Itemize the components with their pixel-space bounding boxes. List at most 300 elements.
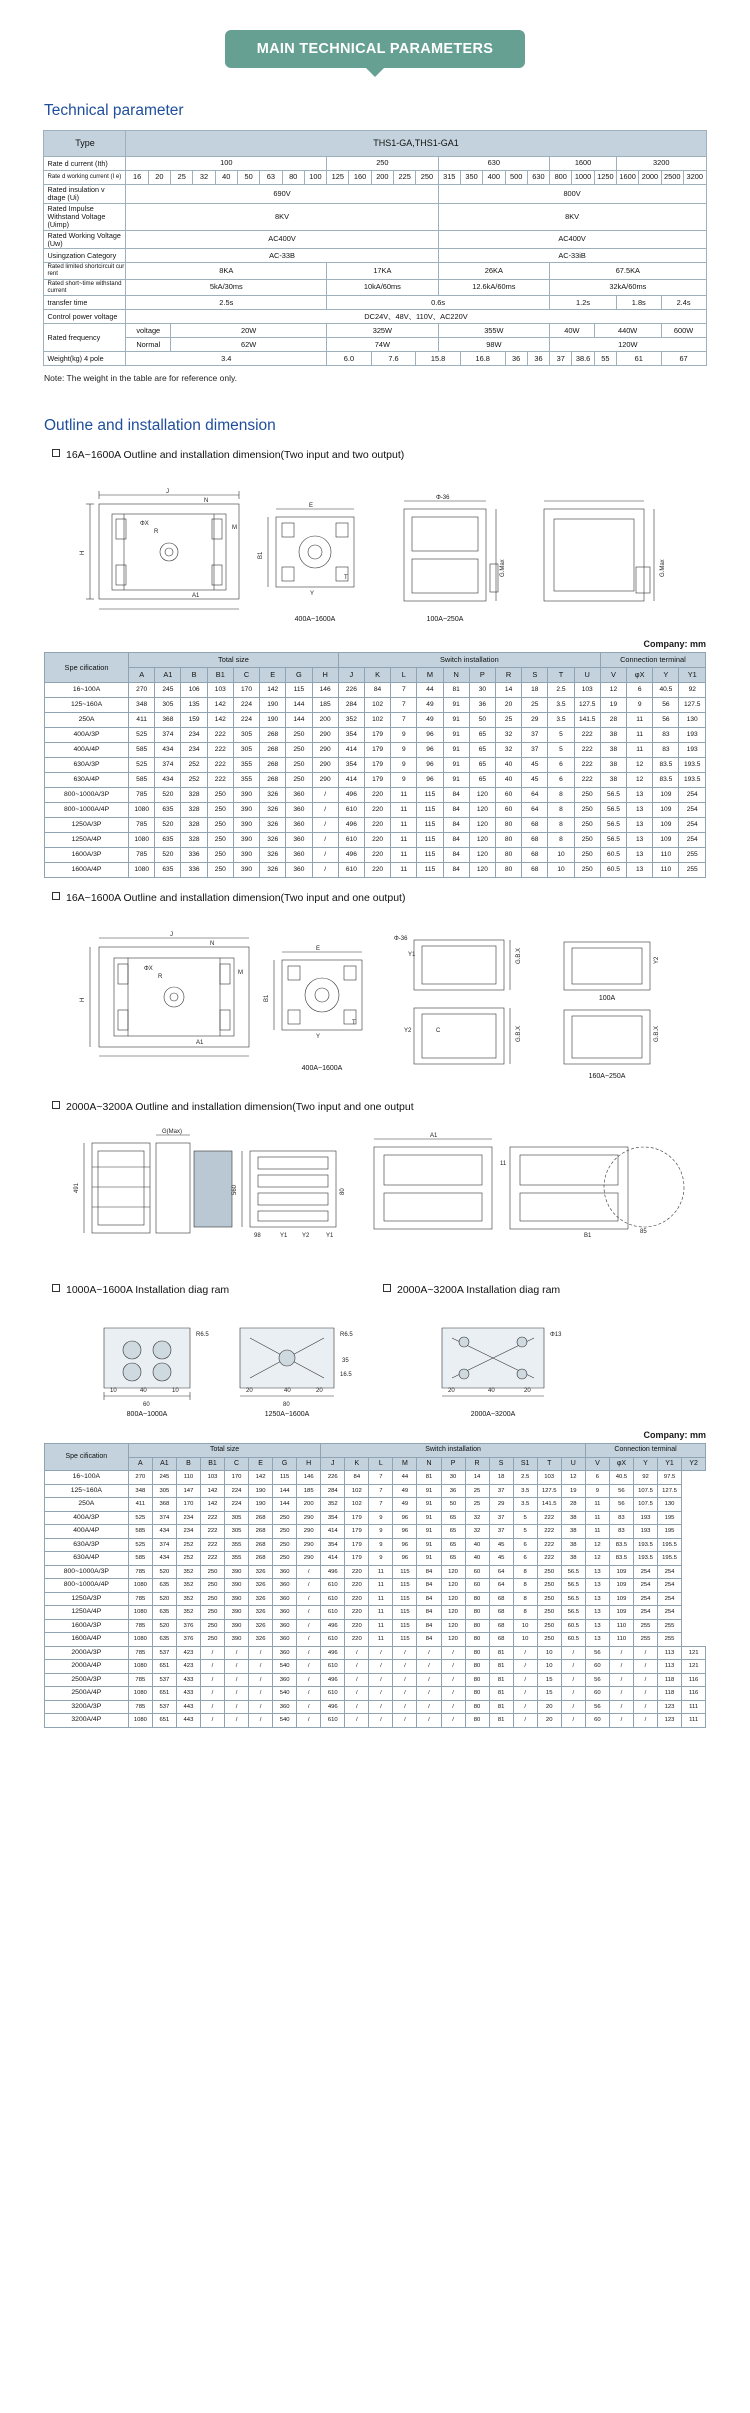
- table-cell: 414: [338, 743, 364, 758]
- table-cell: 354: [321, 1511, 345, 1525]
- table-cell: 785: [128, 1646, 152, 1660]
- table-cell: 8: [513, 1606, 537, 1620]
- table-cell: 610: [338, 833, 364, 848]
- table-cell: 115: [417, 818, 443, 833]
- table-cell: 8: [513, 1565, 537, 1579]
- table-cell: 368: [155, 713, 181, 728]
- table-cell: 56.5: [561, 1592, 585, 1606]
- table-cell: 220: [364, 863, 390, 878]
- table-cell: 144: [286, 698, 312, 713]
- row-label: Rated frequency: [44, 324, 126, 352]
- svg-text:10: 10: [110, 1388, 117, 1395]
- table-cell: 36: [527, 352, 549, 366]
- table-cell: 374: [152, 1511, 176, 1525]
- table-cell: 585: [129, 743, 155, 758]
- table-cell: 1000: [572, 171, 594, 185]
- table-cell: 222: [207, 743, 233, 758]
- table-cell: 390: [225, 1633, 249, 1647]
- table-cell: 5kA/30ms: [126, 279, 327, 295]
- column-header: V: [600, 668, 626, 683]
- table-cell: 520: [152, 1619, 176, 1633]
- table-cell: 390: [225, 1579, 249, 1593]
- table-row: [45, 743, 706, 758]
- table-cell: 326: [249, 1633, 273, 1647]
- column-header: E: [260, 668, 286, 683]
- table-cell: 255: [633, 1633, 657, 1647]
- table-cell: 255: [679, 863, 706, 878]
- table-cell: 284: [321, 1484, 345, 1498]
- table-cell: /: [633, 1714, 657, 1728]
- row-label: Rated Impulse Withstand Voltage (Uimp): [44, 203, 126, 230]
- table-cell: 11: [369, 1565, 393, 1579]
- table-cell: 159: [181, 713, 207, 728]
- table-cell: 50: [441, 1498, 465, 1512]
- table-row: [44, 230, 706, 249]
- row-label: Weight(kg) 4 pole: [44, 352, 126, 366]
- table-cell: /: [345, 1660, 369, 1674]
- spec-cell: 630A/4P: [45, 773, 129, 788]
- table-cell: 109: [653, 818, 679, 833]
- table-cell: 254: [679, 788, 706, 803]
- table-cell: 226: [321, 1471, 345, 1485]
- table-cell: 115: [417, 788, 443, 803]
- table-cell: 120: [441, 1565, 465, 1579]
- table-cell: 56: [653, 698, 679, 713]
- table-cell: 20: [148, 171, 170, 185]
- table-row: [45, 773, 706, 788]
- spec-cell: 800~1000A/3P: [44, 1565, 128, 1579]
- spec-cell: 400A/3P: [44, 1511, 128, 1525]
- table-cell: 56: [609, 1484, 633, 1498]
- spec-cell: 16~100A: [44, 1471, 128, 1485]
- table-cell: 91: [417, 1525, 441, 1539]
- table-cell: 9: [369, 1525, 393, 1539]
- table-cell: 25: [495, 713, 521, 728]
- column-header: J: [338, 668, 364, 683]
- table-cell: 40: [495, 758, 521, 773]
- table-cell: 11: [369, 1633, 393, 1647]
- table-cell: 434: [152, 1525, 176, 1539]
- table-cell: 651: [152, 1687, 176, 1701]
- table-cell: 80: [465, 1660, 489, 1674]
- row-label: Usingzation Category: [44, 249, 126, 263]
- table-cell: 37: [522, 743, 548, 758]
- table-cell: 64: [522, 788, 548, 803]
- table-cell: 109: [609, 1565, 633, 1579]
- table-cell: 110: [609, 1633, 633, 1647]
- table-cell: 254: [679, 833, 706, 848]
- table-cell: 525: [129, 728, 155, 743]
- svg-text:T: T: [352, 1020, 356, 1027]
- table-cell: 690V: [126, 185, 438, 204]
- table-cell: 115: [393, 1619, 417, 1633]
- table-cell: 11: [391, 863, 417, 878]
- table-cell: 19: [600, 698, 626, 713]
- table-cell: 352: [321, 1498, 345, 1512]
- table-cell: 360: [273, 1565, 297, 1579]
- table-cell: 80: [465, 1606, 489, 1620]
- table-cell: /: [249, 1673, 273, 1687]
- table-cell: 68: [489, 1606, 513, 1620]
- table-cell: 135: [181, 698, 207, 713]
- table-cell: 540: [273, 1714, 297, 1728]
- th-connection-terminal: Connection terminal: [585, 1444, 705, 1458]
- table-cell: 18: [489, 1471, 513, 1485]
- table-cell: 25: [465, 1498, 489, 1512]
- svg-text:A1: A1: [192, 593, 200, 600]
- table-cell: 110: [609, 1619, 633, 1633]
- table-cell: /: [417, 1660, 441, 1674]
- table-cell: 250: [574, 863, 600, 878]
- table-cell: /: [200, 1660, 224, 1674]
- table-cell: /: [345, 1687, 369, 1701]
- table-cell: 142: [207, 713, 233, 728]
- table-cell: 610: [338, 863, 364, 878]
- drawing-2000-3200: [44, 1121, 706, 1256]
- main-banner: MAIN TECHNICAL PARAMETERS: [225, 30, 526, 68]
- column-header: B1: [207, 668, 233, 683]
- table-cell: 80: [495, 818, 521, 833]
- table-cell: 25: [522, 698, 548, 713]
- table-cell: 7: [391, 713, 417, 728]
- column-header: T: [537, 1457, 561, 1471]
- table-cell: /: [633, 1660, 657, 1674]
- table-cell: 115: [417, 863, 443, 878]
- table-cell: 120: [469, 803, 495, 818]
- table-cell: 6: [548, 773, 574, 788]
- table-cell: 635: [152, 1606, 176, 1620]
- table-cell: 305: [152, 1484, 176, 1498]
- table-cell: 222: [574, 773, 600, 788]
- table-cell: 360: [286, 848, 312, 863]
- column-header: φX: [609, 1457, 633, 1471]
- table-cell: 179: [345, 1511, 369, 1525]
- table-cell: 116: [682, 1673, 706, 1687]
- table-cell: /: [417, 1673, 441, 1687]
- table-cell: 610: [321, 1633, 345, 1647]
- svg-text:Y1: Y1: [326, 1233, 334, 1240]
- table-cell: 305: [233, 743, 259, 758]
- table-cell: 115: [393, 1633, 417, 1647]
- table-cell: 250: [327, 157, 438, 171]
- table-cell: 250: [273, 1538, 297, 1552]
- table-cell: 120: [469, 788, 495, 803]
- table-cell: 350: [460, 171, 482, 185]
- table-cell: 374: [155, 758, 181, 773]
- table-cell: 352: [176, 1606, 200, 1620]
- svg-text:Φ13: Φ13: [550, 1332, 562, 1339]
- svg-text:Y: Y: [316, 1034, 321, 1041]
- spec-cell: 3200A/4P: [44, 1714, 128, 1728]
- column-header: R: [465, 1457, 489, 1471]
- table-cell: 630: [527, 171, 549, 185]
- table-cell: 10: [513, 1633, 537, 1647]
- table-cell: 220: [364, 833, 390, 848]
- table-cell: 38: [600, 758, 626, 773]
- table-cell: 11: [585, 1525, 609, 1539]
- table-cell: /: [441, 1714, 465, 1728]
- table-cell: /: [393, 1700, 417, 1714]
- table-cell: 60.5: [600, 863, 626, 878]
- table-cell: 103: [574, 683, 600, 698]
- table-cell: 38: [561, 1511, 585, 1525]
- table-cell: 56.5: [561, 1579, 585, 1593]
- table-cell: 37: [550, 352, 572, 366]
- table-cell: 220: [345, 1592, 369, 1606]
- table-cell: 610: [321, 1660, 345, 1674]
- table-row: [44, 171, 706, 185]
- table-cell: 290: [297, 1525, 321, 1539]
- page-title-technical: Technical parameter: [44, 102, 184, 119]
- table-cell: 9: [369, 1538, 393, 1552]
- table-cell: 9: [391, 728, 417, 743]
- table-cell: 8: [548, 833, 574, 848]
- table-cell: 1080: [128, 1606, 152, 1620]
- table-row: [45, 833, 706, 848]
- svg-text:Φ-36: Φ-36: [394, 936, 408, 943]
- table-cell: 252: [181, 773, 207, 788]
- table-cell: 56: [653, 713, 679, 728]
- caption-100a: 100A: [598, 995, 616, 1003]
- table-cell: /: [561, 1687, 585, 1701]
- table-cell: 14: [465, 1471, 489, 1485]
- table-cell: 40: [495, 773, 521, 788]
- svg-text:11: 11: [500, 1161, 507, 1168]
- table-cell: 268: [249, 1511, 273, 1525]
- subhead-two-in-one-out: 16A~1600A Outline and installation dimension(Two input and one output): [52, 892, 750, 904]
- table-cell: 12: [600, 683, 626, 698]
- table-cell: 50: [469, 713, 495, 728]
- table-cell: 250: [537, 1619, 561, 1633]
- table-cell: 65: [441, 1538, 465, 1552]
- table-cell: 83.5: [609, 1538, 633, 1552]
- spec-cell: 1250A/3P: [44, 1592, 128, 1606]
- table-cell: 326: [260, 863, 286, 878]
- table-cell: 3200: [683, 171, 706, 185]
- th-specification: Spe cification: [45, 653, 129, 683]
- table-cell: 355: [225, 1538, 249, 1552]
- table-cell: 29: [522, 713, 548, 728]
- table-cell: 127.5: [679, 698, 706, 713]
- table-cell: 80: [495, 848, 521, 863]
- column-header: A: [128, 1457, 152, 1471]
- spec-cell: 125~160A: [45, 698, 129, 713]
- table-cell: 443: [176, 1714, 200, 1728]
- table-cell: 328: [181, 803, 207, 818]
- column-header: R: [495, 668, 521, 683]
- spec-cell: 400A/4P: [44, 1525, 128, 1539]
- spec-cell: 250A: [44, 1498, 128, 1512]
- column-header: K: [345, 1457, 369, 1471]
- table-cell: 1250: [594, 171, 616, 185]
- svg-text:20: 20: [246, 1388, 253, 1395]
- table-cell: 10: [537, 1646, 561, 1660]
- table-cell: 520: [152, 1565, 176, 1579]
- svg-text:Y2: Y2: [302, 1233, 310, 1240]
- table-cell: 234: [181, 743, 207, 758]
- table-cell: 81: [489, 1687, 513, 1701]
- table-cell: 220: [345, 1633, 369, 1647]
- table-cell: 220: [364, 803, 390, 818]
- table-cell: /: [312, 848, 338, 863]
- table-cell: /: [249, 1646, 273, 1660]
- table-cell: 250: [537, 1565, 561, 1579]
- table-cell: 250: [200, 1565, 224, 1579]
- table-cell: /: [561, 1700, 585, 1714]
- table-row: [44, 1511, 705, 1525]
- table-cell: 81: [489, 1660, 513, 1674]
- row-label: Rate d working current (I e): [44, 171, 126, 185]
- table-cell: 585: [128, 1525, 152, 1539]
- table-cell: 68: [522, 863, 548, 878]
- table-cell: 222: [200, 1525, 224, 1539]
- column-header: P: [469, 668, 495, 683]
- spec-cell: 1600A/4P: [44, 1633, 128, 1647]
- svg-text:98: 98: [254, 1233, 261, 1240]
- table-row: [45, 803, 706, 818]
- column-header: A1: [155, 668, 181, 683]
- subhead-two-in-two-out: 16A~1600A Outline and installation dimension(Two input and two output): [52, 449, 750, 461]
- table-cell: 60.5: [600, 848, 626, 863]
- table-cell: 354: [338, 728, 364, 743]
- table-cell: 96: [417, 728, 443, 743]
- table-cell: 18: [522, 683, 548, 698]
- caption-800-1000: 800A~1000A: [126, 1411, 168, 1419]
- table-cell: 49: [393, 1498, 417, 1512]
- table-cell: 91: [417, 1511, 441, 1525]
- table-cell: 84: [417, 1633, 441, 1647]
- table-cell: /: [225, 1660, 249, 1674]
- table-cell: /: [513, 1660, 537, 1674]
- table-cell: 49: [417, 698, 443, 713]
- table-cell: 96: [417, 743, 443, 758]
- th-type-value: THS1-GA,THS1-GA1: [126, 131, 706, 157]
- svg-text:35: 35: [342, 1358, 349, 1365]
- spec-cell: 1250A/3P: [45, 818, 129, 833]
- table-cell: /: [513, 1687, 537, 1701]
- table-cell: /: [225, 1700, 249, 1714]
- table-cell: 9: [391, 743, 417, 758]
- table-cell: 268: [249, 1538, 273, 1552]
- table-cell: 15: [537, 1673, 561, 1687]
- table-cell: /: [369, 1700, 393, 1714]
- table-row: [44, 310, 706, 324]
- table-cell: 290: [297, 1538, 321, 1552]
- checkbox-icon: [52, 892, 60, 900]
- table-cell: /: [633, 1700, 657, 1714]
- table-row: [44, 1552, 705, 1566]
- table-cell: /: [312, 818, 338, 833]
- column-header: H: [297, 1457, 321, 1471]
- table-cell: 103: [207, 683, 233, 698]
- table-cell: 8: [548, 818, 574, 833]
- table-cell: 96: [417, 758, 443, 773]
- row-label: Rate d current (Ith): [44, 157, 126, 171]
- table-cell: /: [225, 1714, 249, 1728]
- th-specification: Spe cification: [44, 1444, 128, 1471]
- company-mm-label-1: Company: mm: [643, 639, 706, 650]
- table-cell: 102: [345, 1498, 369, 1512]
- table-cell: 360: [273, 1592, 297, 1606]
- table-cell: 336: [181, 848, 207, 863]
- table-row: Normal 62W 74W 98W 120W: [44, 338, 706, 352]
- table-cell: 326: [249, 1579, 273, 1593]
- table-cell: 635: [152, 1579, 176, 1593]
- table-cell: 254: [679, 803, 706, 818]
- table-cell: 11: [585, 1511, 609, 1525]
- technical-parameter-table: [43, 130, 706, 366]
- table-cell: 6: [548, 758, 574, 773]
- table-cell: 36: [441, 1484, 465, 1498]
- table-cell: 179: [364, 773, 390, 788]
- table-cell: 13: [585, 1633, 609, 1647]
- table-cell: 40: [215, 171, 237, 185]
- table-cell: 160: [349, 171, 371, 185]
- table-cell: 222: [207, 773, 233, 788]
- table-cell: /: [297, 1565, 321, 1579]
- table-cell: 40: [465, 1552, 489, 1566]
- table-row: [45, 728, 706, 743]
- table-cell: 355: [225, 1552, 249, 1566]
- table-cell: /: [297, 1619, 321, 1633]
- table-cell: /: [393, 1660, 417, 1674]
- table-cell: 250: [207, 833, 233, 848]
- table-cell: 360: [286, 788, 312, 803]
- checkbox-icon: [52, 1101, 60, 1109]
- table-cell: 84: [443, 803, 469, 818]
- table-cell: 400: [483, 171, 505, 185]
- table-cell: 6: [627, 683, 653, 698]
- table-cell: 60: [495, 788, 521, 803]
- table-cell: /: [561, 1714, 585, 1728]
- table-cell: 270: [128, 1471, 152, 1485]
- table-row: [44, 1484, 705, 1498]
- table-cell: 20: [537, 1700, 561, 1714]
- svg-text:20: 20: [448, 1388, 455, 1395]
- svg-text:J: J: [166, 489, 169, 496]
- table-cell: 348: [128, 1484, 152, 1498]
- table-cell: /: [312, 803, 338, 818]
- table-cell: 123: [658, 1714, 682, 1728]
- table-cell: 585: [128, 1552, 152, 1566]
- table-cell: 785: [128, 1592, 152, 1606]
- table-row: [45, 848, 706, 863]
- table-cell: 200: [371, 171, 393, 185]
- caption-400-1600-b: 400A~1600A: [301, 1065, 343, 1073]
- checkbox-icon: [52, 1284, 60, 1292]
- table-cell: 120: [441, 1579, 465, 1593]
- table-cell: 374: [152, 1538, 176, 1552]
- svg-text:20: 20: [524, 1388, 531, 1395]
- table-cell: 120: [469, 848, 495, 863]
- table-cell: 120: [441, 1619, 465, 1633]
- spec-cell: 1250A/4P: [44, 1606, 128, 1620]
- dimension-table-2: [44, 1443, 706, 1728]
- table-cell: 222: [537, 1552, 561, 1566]
- spec-cell: 16~100A: [45, 683, 129, 698]
- table-cell: 127.5: [574, 698, 600, 713]
- table-cell: /: [312, 788, 338, 803]
- column-header: K: [364, 668, 390, 683]
- table-cell: 3.4: [126, 352, 327, 366]
- table-cell: 11: [369, 1592, 393, 1606]
- table-cell: 81: [443, 683, 469, 698]
- svg-text:R: R: [158, 974, 163, 981]
- table-cell: /: [200, 1646, 224, 1660]
- drawing-two-input-one-output: [44, 912, 706, 1087]
- table-cell: 254: [658, 1565, 682, 1579]
- table-row: [44, 1633, 705, 1647]
